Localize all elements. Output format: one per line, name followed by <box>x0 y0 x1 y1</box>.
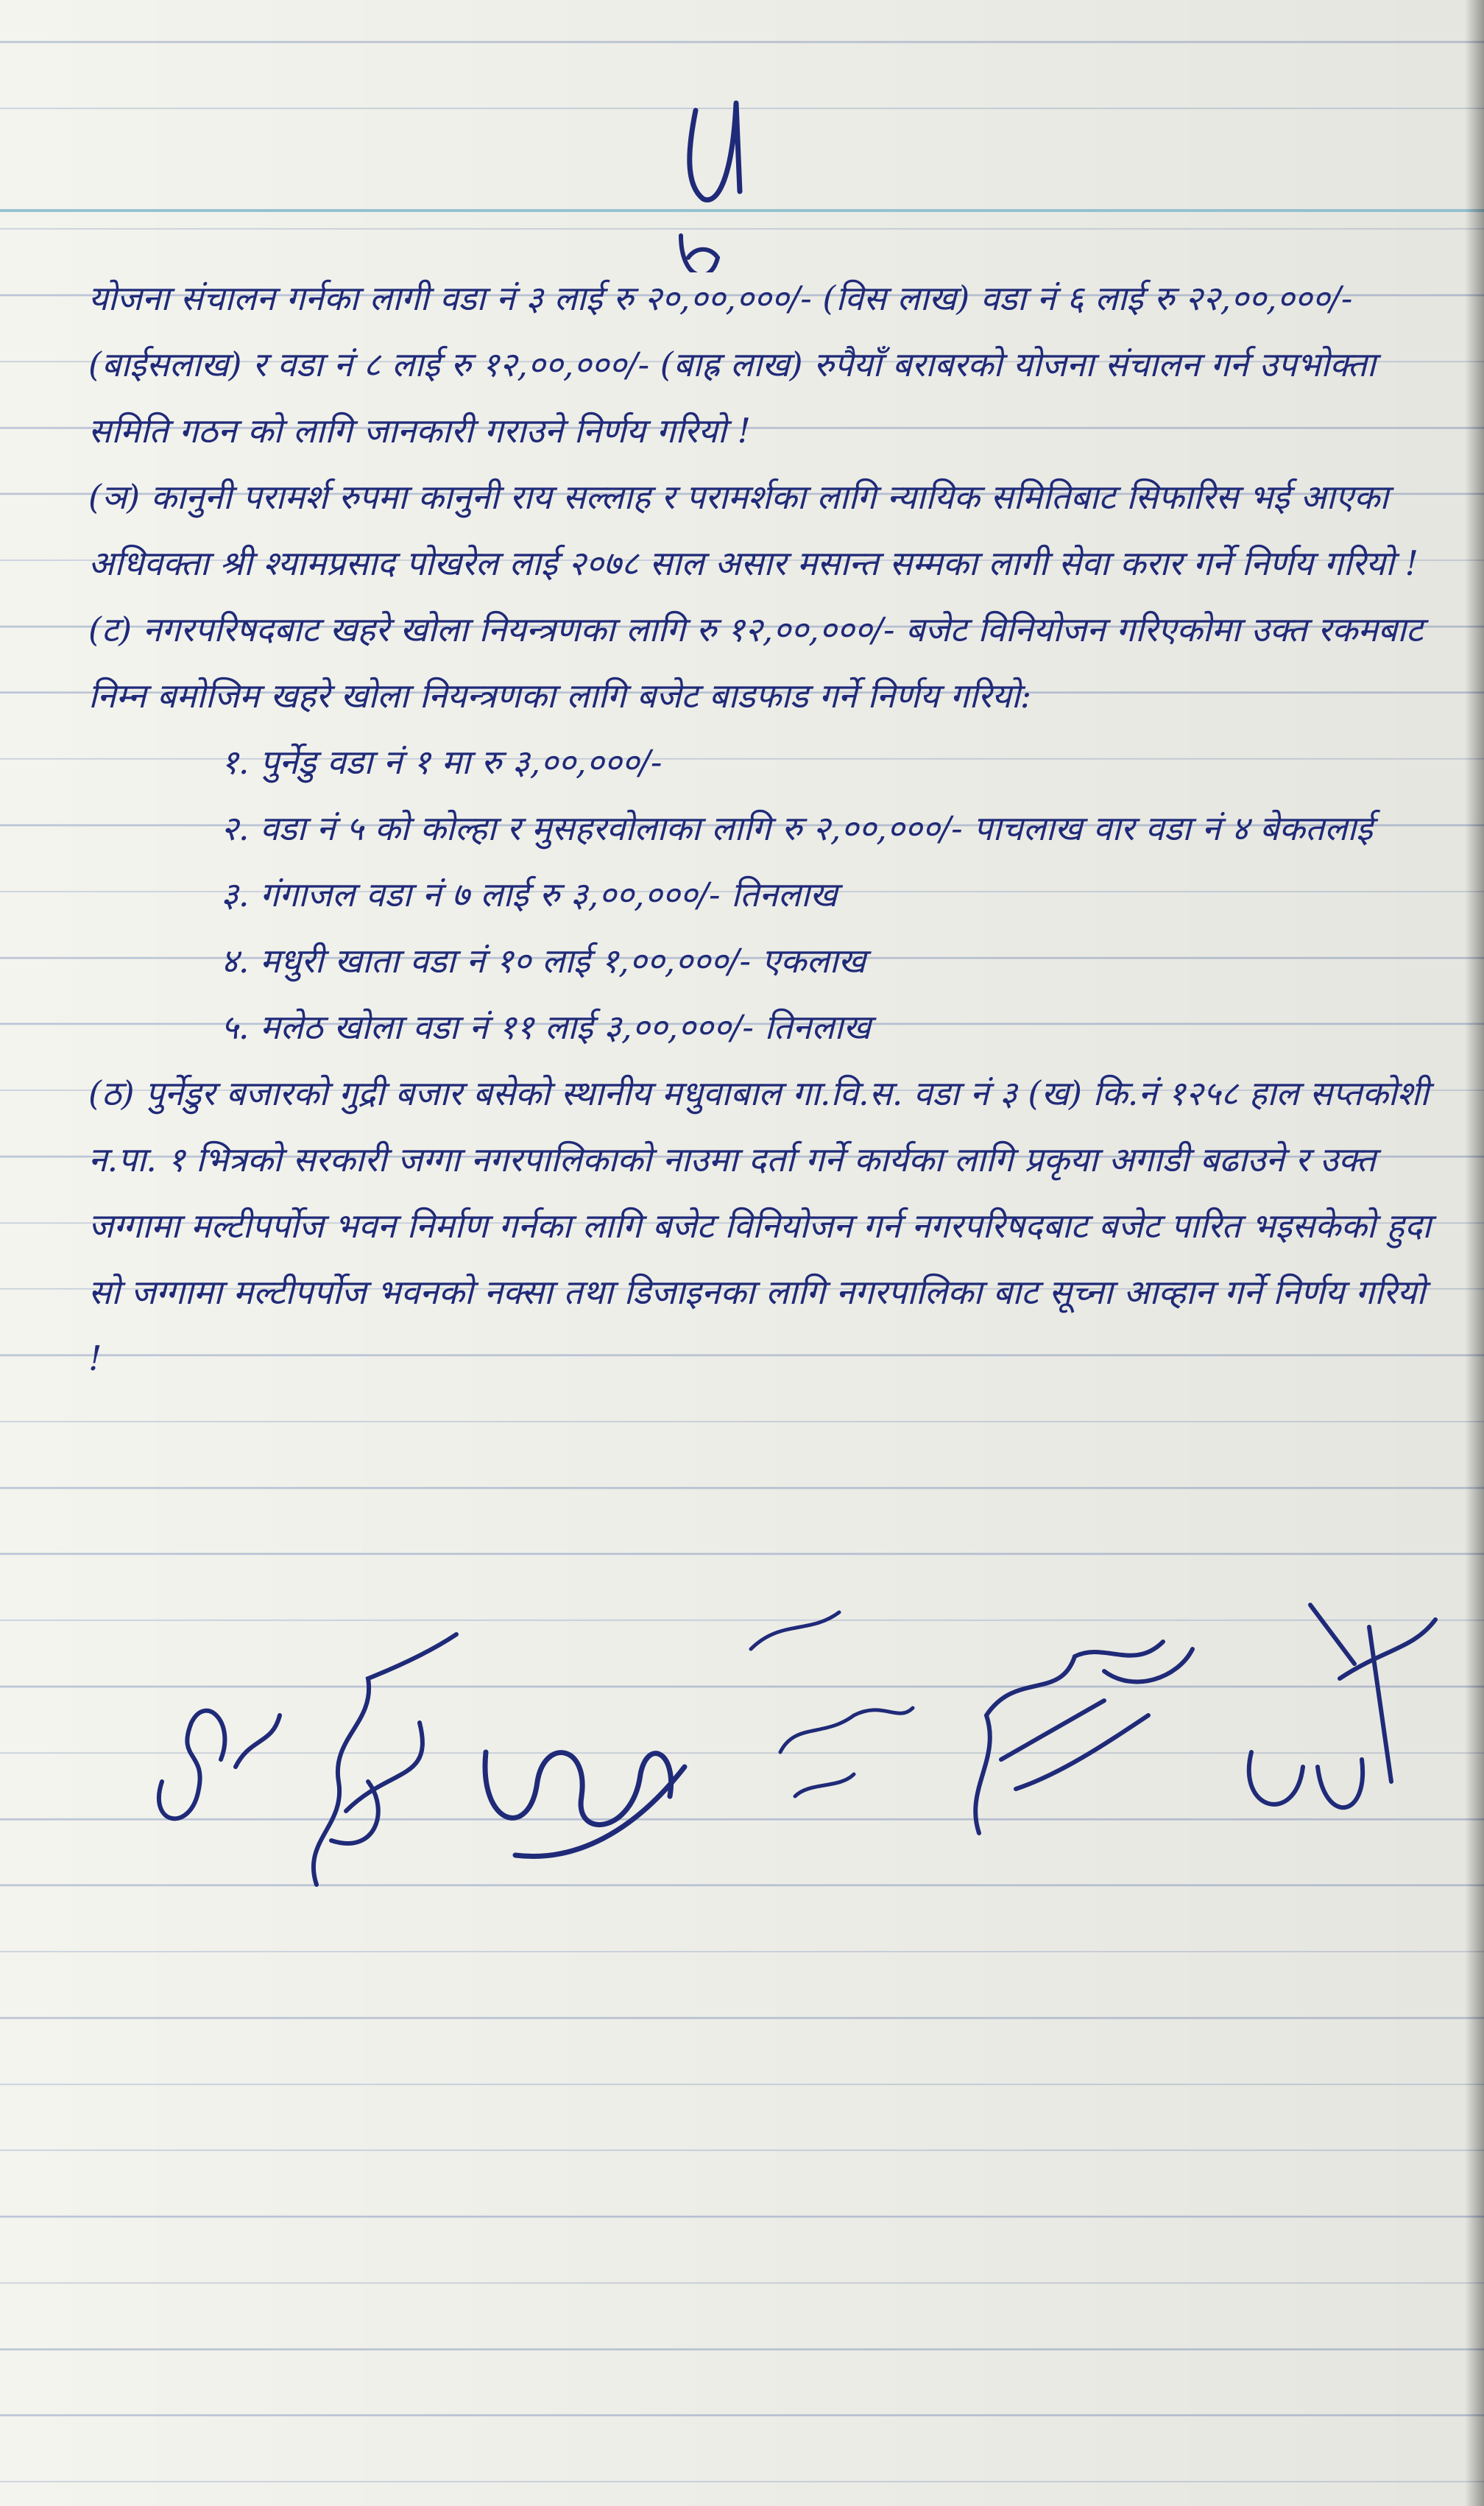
list-item-number: २. <box>221 808 250 848</box>
signature <box>147 1693 309 1843</box>
list-item-number: ३. <box>221 875 250 914</box>
signature <box>471 1723 692 1873</box>
page-number-mark <box>666 88 777 272</box>
page-edge-shadow <box>1465 0 1484 2506</box>
signature <box>736 1605 928 1829</box>
list-item-text: गंगाजल वडा नं ७ लाई रु ३,००,०००/- तिनलाख <box>260 875 838 914</box>
signature <box>1222 1605 1443 1858</box>
paragraph-multipurpose-building <box>88 1060 1443 1391</box>
paragraph-text: नगरपरिषदबाट खहरे खोला नियन्त्रणका लागि रु १२,००,०००/- बजेट विनियोजन गरिएकोमा उक्त रकमबाट निम्न बमोजिम खहरे खोला नियन्त्रणका लागि बजेट बाडफाड गर्ने निर्णय गरियो: <box>88 610 1424 716</box>
list-item-text: मलेठ खोला वडा नं ११ लाई ३,००,०००/- तिनलाख <box>260 1007 871 1047</box>
list-item <box>88 729 1443 795</box>
list-item-text: मधुरी खाता वडा नं १० लाई १,००,०००/- एकलाख <box>260 941 866 981</box>
paragraph-river-control <box>88 596 1443 729</box>
list-item-text: पुर्नेडु वडा नं १ मा रु ३,००,०००/- <box>260 742 662 782</box>
list-item-number: ५. <box>221 1007 250 1047</box>
paragraph-label: (ट) <box>88 610 132 649</box>
paragraph-text: कानुनी परामर्श रुपमा कानुनी राय सल्लाह र परामर्शका लागि न्यायिक समितिबाट सिफारिस भई आएका अधिवक्ता श्री श्यामप्रसाद पोखरेल लाई २०७८ साल असार मसान्त सम्मका लागी सेवा करार गर्ने निर्णय गरियो ! <box>88 477 1419 583</box>
paragraph-legal-advisor <box>88 464 1443 596</box>
signature <box>957 1627 1207 1866</box>
list-item <box>88 795 1443 861</box>
list-item-number: १. <box>221 742 250 782</box>
paragraph-label: (ठ) <box>88 1073 135 1113</box>
list-item <box>88 861 1443 928</box>
paragraph-label: (ञ) <box>88 477 141 517</box>
list-item <box>88 994 1443 1060</box>
paragraph-text: पुर्नेडुर बजारको गुद्री बजार बसेको स्थानीय मधुवाबाल गा.वि.स. वडा नं ३ (ख) कि.नं १२५८ हाल सप्तकोशी न.पा. १ भित्रको सरकारी जग्गा नगरपालिकाको नाउमा दर्ता गर्ने कार्यका लागि प्रकृया अगाडी बढाउने र उक्त जग्गामा मल्टीपर्पोज भवन निर्माण गर्नका लागि बजेट विनियोजन गर्न नगरपरिषदबाट बजेट पारित भइसकेको हुदा सो जग्गामा मल्टीपर्पोज भवनको नक्सा तथा डिजाइनका लागि नगरपालिका बाट सूच्ना आव्हान गर्ने निर्णय गरियो ! <box>88 1073 1432 1378</box>
list-item-number: ४. <box>221 941 250 981</box>
paragraph-text: योजना संचालन गर्नका लागी वडा नं ३ लाई रु २०,००,०००/- (विस लाख) वडा नं ६ लाई रु २२,००,०००/- (बाईसलाख) र वडा नं ८ लाई रु १२,००,०००/- (बाह्र लाख) रुपैयाँ बराबरको योजना संचालन गर्न उपभोक्ता समिति गठन को लागि जानकारी गराउने निर्णय गरियो ! <box>88 278 1376 451</box>
list-item-text: वडा नं ५ को कोल्हा र मुसहरवोलाका लागि रु २,००,०००/- पाचलाख वार वडा नं ४ बेकतलाई <box>260 808 1373 848</box>
paragraph-continuation <box>88 265 1443 464</box>
minutes-text <box>88 265 1443 1391</box>
list-item <box>88 928 1443 994</box>
signature <box>287 1634 478 1902</box>
signatures-block <box>118 1605 1458 1929</box>
